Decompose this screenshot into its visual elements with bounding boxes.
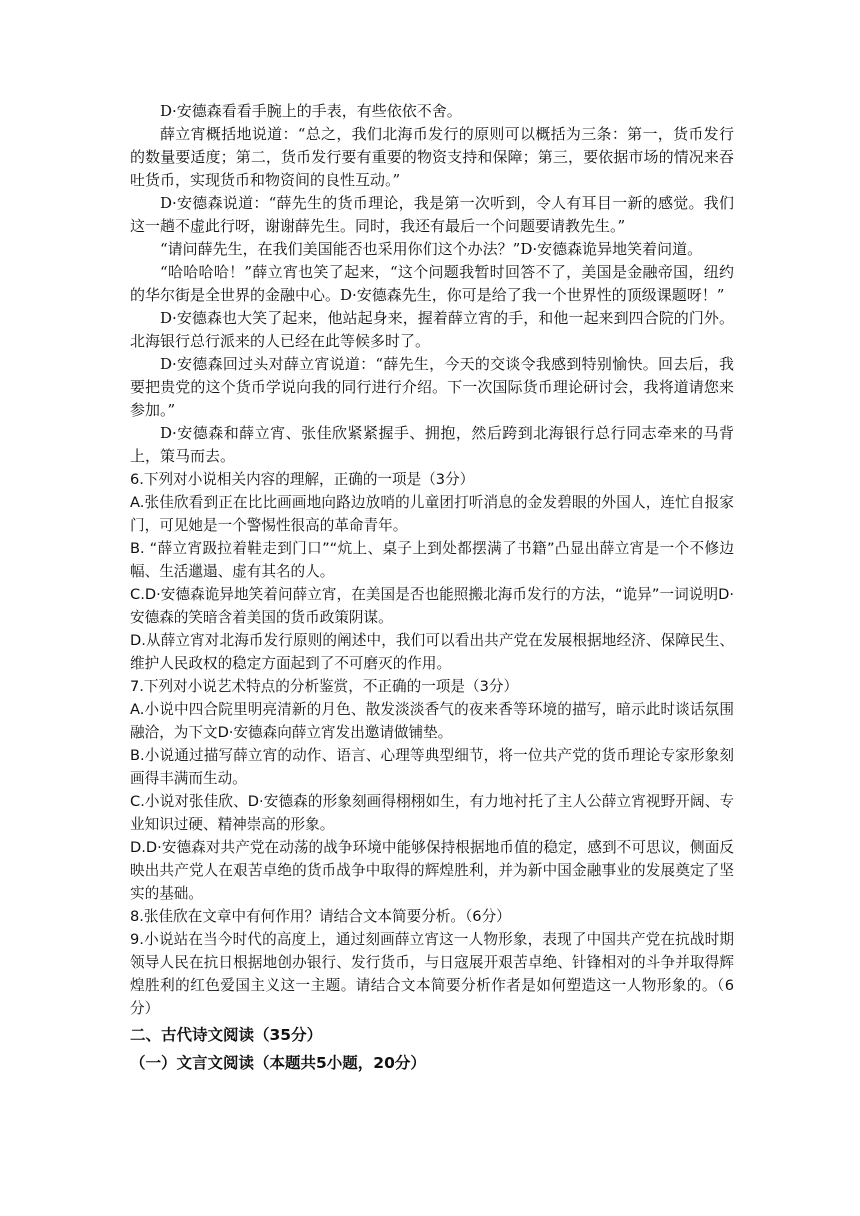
question-8: 8.张佳欣在文章中有何作用？请结合文本简要分析。（6分） <box>130 908 511 925</box>
option-a: A.小说中四合院里明亮清新的月色、散发淡淡香气的夜来香等环境的描写，暗示此时谈话氛围融洽，为下文D·安德森向薛立宵发出邀请做铺垫。 <box>130 701 734 741</box>
question-6 <box>130 468 734 675</box>
section-heading: 二、古代诗文阅读（35分） <box>130 1026 323 1044</box>
story-paragraph: “哈哈哈哈！”薛立宵也笑了起来，“这个问题我暂时回答不了，美国是金融帝国，纽约的华尔街是全世界的金融中心。D·安德森先生，你可是给了我一个世界性的顶级课题呀！” <box>130 263 734 304</box>
option-d: D.D·安德森对共产党在动荡的战争环境中能够保持根据地币值的稳定，感到不可思议，侧面反映出共产党人在艰苦卓绝的货币战争中取得的辉煌胜利，并为新中国金融事业的发展奠定了坚实的基础。 <box>130 839 734 902</box>
story-paragraph: “请问薛先生，在我们美国能否也采用你们这个办法？”D·安德森诡异地笑着问道。 <box>160 240 703 258</box>
story-paragraph: 薛立宵概括地说道：“总之，我们北海币发行的原则可以概括为三条：第一，货币发行的数量要适度；第二，货币发行要有重要的物资支持和保障；第三，要依据市场的情况来吞吐货币，实现货币和物资间的良性互动。” <box>130 125 734 189</box>
subsection-heading: （一）文言文阅读（本题共5小题，20分） <box>130 1054 426 1072</box>
question-9: 9.小说站在当今时代的高度上，通过刻画薛立宵这一人物形象，表现了中国共产党在抗战时期领导人民在抗日根据地创办银行、发行货币，与日寇展开艰苦卓绝、针锋相对的斗争并取得辉煌胜利的红色爱国主义这一主题。请结合文本简要分析作者是如何塑造这一人物形象的。（6分） <box>130 931 734 1017</box>
story-paragraph: D·安德森和薛立宵、张佳欣紧紧握手、拥抱，然后跨到北海银行总行同志牵来的马背上，策马而去。 <box>130 424 734 465</box>
story-paragraph: D·安德森看看手腕上的手表，有些依依不舍。 <box>160 102 462 120</box>
option-c: C.小说对张佳欣、D·安德森的形象刻画得栩栩如生，有力地衬托了主人公薛立宵视野开阔、专业知识过硬、精神崇高的形象。 <box>130 793 734 833</box>
story-paragraph: D·安德森说道：“薛先生的货币理论，我是第一次听到，令人有耳目一新的感觉。我们这一趟不虚此行呀，谢谢薛先生。同时，我还有最后一个问题要请教先生。” <box>130 194 734 235</box>
question-stem: 7.下列对小说艺术特点的分析鉴赏，不正确的一项是（3分） <box>130 678 519 695</box>
story-paragraph: D·安德森回过头对薛立宵说道：“薛先生，今天的交谈令我感到特别愉快。回去后，我要把贵党的这个货币学说向我的同行进行介绍。下一次国际货币理论研讨会，我将道请您来参加。” <box>130 355 734 419</box>
story-excerpt <box>130 100 734 468</box>
option-b: B. “薛立宵趿拉着鞋走到门口”“炕上、桌子上到处都摆满了书籍”凸显出薛立宵是一个不修边幅、生活邋遢、虚有其名的人。 <box>130 540 734 580</box>
option-a: A.张佳欣看到正在比比画画地向路边放哨的儿童团打听消息的金发碧眼的外国人，连忙自报家门，可见她是一个警惕性很高的革命青年。 <box>130 494 734 534</box>
option-d: D.从薛立宵对北海币发行原则的阐述中，我们可以看出共产党在发展根据地经济、保障民生、维护人民政权的稳定方面起到了不可磨灭的作用。 <box>130 632 734 672</box>
document-page <box>130 100 734 1076</box>
story-paragraph: D·安德森也大笑了起来，他站起身来，握着薛立宵的手，和他一起来到四合院的门外。北海银行总行派来的人已经在此等候多时了。 <box>130 309 734 350</box>
option-c: C.D·安德森诡异地笑着问薛立宵，在美国是否也能照搬北海币发行的方法，“诡异”一词说明D·安德森的笑暗含着美国的货币政策阴谋。 <box>130 586 734 626</box>
question-stem: 6.下列对小说相关内容的理解，正确的一项是（3分） <box>130 471 475 488</box>
question-7 <box>130 675 734 905</box>
option-b: B.小说通过描写薛立宵的动作、语言、心理等典型细节，将一位共产党的货币理论专家形象刻画得丰满而生动。 <box>130 747 734 787</box>
